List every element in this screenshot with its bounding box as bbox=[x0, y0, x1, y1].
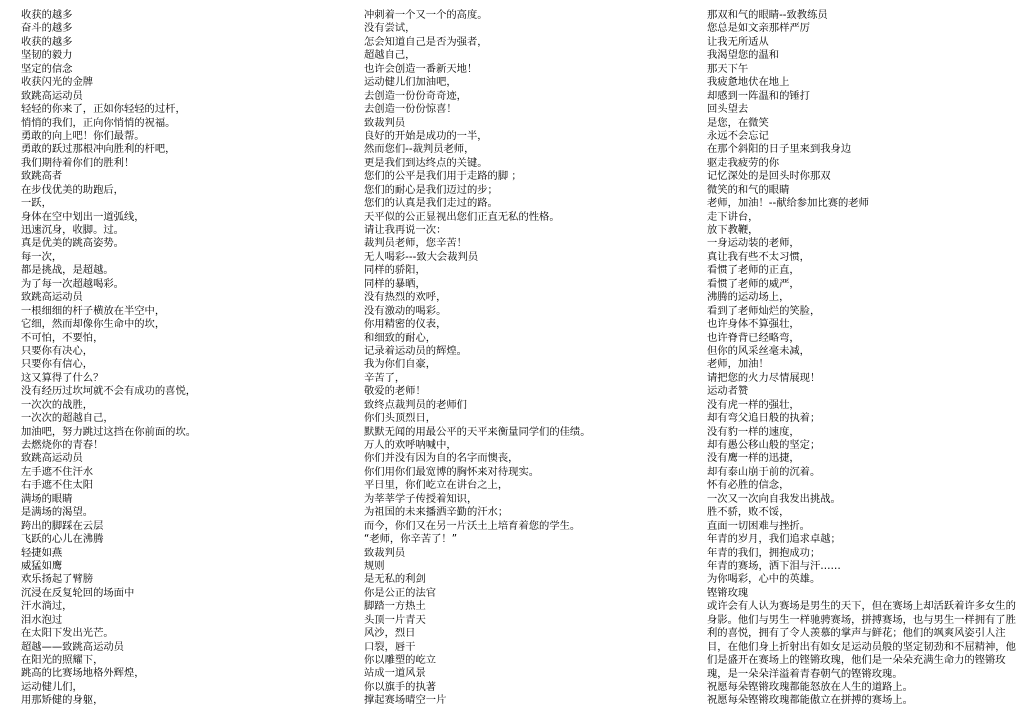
text-line: 驱走我疲劳的你 bbox=[707, 156, 780, 169]
text-line: 我们期待着你们的胜利！ bbox=[21, 156, 135, 169]
text-line: 脚踏一方热土 bbox=[364, 600, 426, 613]
text-line: 我疲惫地伏在地上 bbox=[707, 76, 790, 89]
text-line: 裁判员老师，您辛苦！ bbox=[364, 237, 467, 250]
text-line: 汗水淌过， bbox=[21, 600, 73, 613]
text-line: 没有经历过坎坷就不会有成功的喜悦， bbox=[21, 385, 197, 398]
text-line: 轻轻的你来了，正如你轻轻的过杆， bbox=[21, 103, 186, 116]
text-line: 收获的越多 bbox=[21, 35, 73, 48]
text-line: 没有虎一样的强壮， bbox=[707, 398, 800, 411]
text-line: 悄悄的我们，正向你悄悄的祝福。 bbox=[21, 116, 176, 129]
text-line: 或许会有人认为赛场是男生的天下，但在赛场上却活跃着许多女生的身影。他们与男生一样驰骋赛场，拼搏赛场，也与男生一样拥有了胜利的喜悦，拥有了令人羡慕的掌声与鲜花；他们的飒爽风姿引人注目，在他们身上折射出有如女足运动员般的坚定韧劲和不屈精神，他们是盛开在赛场上的铿锵玫瑰，他们是一朵朵充满生命力的铿锵玫瑰，是一朵朵洋溢着青春朝气的铿锵玫瑰。 bbox=[707, 600, 1016, 680]
text-line: 年青的我们，拥抱成功； bbox=[707, 546, 821, 559]
text-column-left bbox=[21, 9, 351, 708]
text-line: 一根细细的杆子横放在半空中， bbox=[21, 304, 166, 317]
text-column-right bbox=[707, 9, 1024, 708]
text-line: 请让我再说一次： bbox=[364, 224, 447, 236]
text-line: 你是公正的法官 bbox=[364, 586, 437, 599]
text-line: 没有鹰一样的迅捷， bbox=[707, 452, 800, 465]
text-line: 加油吧，努力跳过这挡在你前面的坎。 bbox=[21, 425, 197, 438]
text-line: 却有愚公移山般的坚定； bbox=[707, 439, 821, 451]
text-line: 放下教鞭， bbox=[707, 224, 759, 236]
text-line: 为你喝彩，心中的英雄。 bbox=[707, 573, 821, 586]
text-line: 和细致的耐心， bbox=[364, 331, 437, 344]
text-line: 微笑的和气的眼睛 bbox=[707, 183, 790, 196]
text-line: 那天下午 bbox=[707, 62, 749, 75]
text-line: 在那个斜阳的日子里来到我身边 bbox=[707, 143, 852, 156]
text-line: 胜不骄，败不馁， bbox=[707, 506, 790, 519]
text-line: 您们的耐心是我们迈过的步； bbox=[364, 183, 498, 196]
text-line: 没有豹一样的速度， bbox=[707, 425, 800, 438]
text-line: 老师，加油！ bbox=[707, 358, 769, 371]
text-line: 没有尝试， bbox=[364, 22, 416, 35]
text-line: 致跳高运动员 bbox=[21, 452, 83, 465]
text-line: 只要你有信心， bbox=[21, 358, 94, 371]
text-line: 头顶一片青天 bbox=[364, 613, 426, 626]
text-line: 是满场的渴望。 bbox=[21, 506, 94, 519]
text-line: 欢乐扬起了臂膀 bbox=[21, 573, 94, 586]
text-line: 去创造一份份奇奇迹， bbox=[364, 89, 467, 102]
text-line: 你们头顶烈日， bbox=[364, 412, 437, 425]
text-line: 记忆深处的是回头时你那双 bbox=[707, 170, 831, 183]
text-column-middle bbox=[364, 9, 699, 708]
text-line: 用那矫健的身躯， bbox=[21, 694, 104, 707]
text-line: 一次次的超越自己， bbox=[21, 412, 114, 425]
text-line: 在阳光的照耀下， bbox=[21, 654, 104, 666]
text-line: 走下讲台， bbox=[707, 210, 759, 223]
text-line: 默默无闻的用最公平的天平来衡量同学们的佳绩。 bbox=[364, 425, 591, 438]
text-line: 看到了老师灿烂的笑脸， bbox=[707, 304, 821, 317]
text-line: 轻捷如燕 bbox=[21, 546, 63, 559]
text-line: 运动健儿们， bbox=[21, 680, 83, 693]
text-line: 记录着运动员的辉煌。 bbox=[364, 344, 467, 357]
text-line: 为莘莘学子传授着知识， bbox=[364, 492, 478, 505]
text-line: 不可怕，不要怕， bbox=[21, 331, 104, 344]
text-line: 致终点裁判员的老师们 bbox=[364, 398, 467, 411]
text-line: 你用精密的仪表， bbox=[364, 318, 447, 331]
text-line: 口裂，唇干 bbox=[364, 640, 416, 653]
text-line: 你以旗手的执著 bbox=[364, 680, 437, 693]
text-line: 为了每一次超越喝彩。 bbox=[21, 277, 124, 290]
text-line: 运动健儿们加油吧， bbox=[364, 76, 457, 89]
text-line: 我渴望您的温和 bbox=[707, 49, 780, 62]
text-line: 是无私的利剑 bbox=[364, 573, 426, 586]
text-line: 回头望去 bbox=[707, 103, 749, 116]
text-line: 在太阳下发出光芒。 bbox=[21, 627, 114, 640]
text-line: 却感到一阵温和的锤打 bbox=[707, 89, 810, 102]
text-line: 去燃烧你的青春！ bbox=[21, 439, 104, 451]
text-line: 在步伐优美的助跑后， bbox=[21, 183, 124, 196]
text-line: 怀有必胜的信念， bbox=[707, 479, 790, 492]
text-line: 但你的风采丝毫未减， bbox=[707, 344, 810, 357]
text-line: 年青的赛场，洒下泪与汗…… bbox=[707, 559, 841, 572]
text-line: 然而您们--裁判员老师， bbox=[364, 143, 475, 156]
text-line: 没有热烈的欢呼， bbox=[364, 291, 447, 304]
text-line: 致跳高者 bbox=[21, 170, 63, 183]
text-line: 辛苦了， bbox=[364, 371, 406, 384]
text-line: “老师，你辛苦了！” bbox=[364, 533, 458, 546]
text-line: 去创造一份份惊喜！ bbox=[364, 103, 457, 116]
text-line: 冲刺着一个又一个的高度。 bbox=[364, 9, 488, 21]
text-line: 直面一切困难与挫折。 bbox=[707, 519, 810, 532]
text-line: 这又算得了什么？ bbox=[21, 371, 104, 384]
text-line: 跳高的比赛场地格外辉煌， bbox=[21, 667, 145, 680]
text-line: 是您，在微笑 bbox=[707, 116, 769, 129]
text-line: 你们用你们最宽博的胸怀来对待现实。 bbox=[364, 465, 540, 478]
text-line: 万人的欢呼呐喊中， bbox=[364, 439, 457, 451]
text-line: 沉浸在反复轮回的场面中 bbox=[21, 586, 135, 599]
text-line: 良好的开始是成功的一半， bbox=[364, 129, 488, 142]
text-line: 奋斗的越多 bbox=[21, 22, 73, 35]
text-line: 您总是如文亲那样严厉 bbox=[707, 22, 810, 35]
text-line: 致跳高运动员 bbox=[21, 89, 83, 102]
text-line: 身体在空中划出一道弧线， bbox=[21, 210, 145, 223]
text-line: 敬爱的老师！ bbox=[364, 385, 426, 398]
text-line: 超越——致跳高运动员 bbox=[21, 640, 124, 653]
text-line: 威猛如鹰 bbox=[21, 559, 63, 572]
text-line: 为祖国的未来播洒辛勤的汗水； bbox=[364, 506, 509, 519]
text-line: 祝愿每朵铿锵玫瑰都能怒放在人生的道路上。 bbox=[707, 680, 913, 693]
text-line: 更是我们到达终点的关键。 bbox=[364, 156, 488, 169]
text-line: 却有弯父追日般的执着； bbox=[707, 412, 821, 425]
text-line: 你以雕塑的屹立 bbox=[364, 654, 437, 666]
text-line: 看惯了老师的正直， bbox=[707, 264, 800, 277]
text-line: 沸腾的运动场上， bbox=[707, 291, 790, 304]
text-line: 您们的公平是我们用于走路的脚 ； bbox=[364, 170, 522, 183]
text-line: 每一次， bbox=[21, 250, 63, 263]
text-line: 也许身体不算强壮， bbox=[707, 318, 800, 331]
text-line: 泪水泡过 bbox=[21, 613, 63, 626]
text-line: 让我无所适从 bbox=[707, 35, 769, 48]
text-line: 却有泰山崩于前的沉着。 bbox=[707, 465, 821, 478]
text-line: 右手遮不住太阳 bbox=[21, 479, 94, 492]
text-line: 祝愿每朵铿锵玫瑰都能傲立在拼搏的赛场上。 bbox=[707, 694, 913, 707]
text-line: 而今，你们又在另一片沃土上培育着您的学生。 bbox=[364, 519, 581, 532]
text-line: 收获闪光的金牌 bbox=[21, 76, 94, 89]
text-line: 撑起赛场晴空一片 bbox=[364, 694, 447, 707]
text-line: 平日里，你们屹立在讲台之上， bbox=[364, 479, 509, 492]
text-line: 坚定的信念 bbox=[21, 62, 73, 75]
text-line: 勇敢的向上吧！你们最帮。 bbox=[21, 129, 145, 142]
text-line: 铿锵玫瑰 bbox=[707, 586, 749, 599]
text-line: 都是挑战，是超越。 bbox=[21, 264, 114, 277]
text-line: 满场的眼睛 bbox=[21, 492, 73, 505]
text-line: 左手遮不住汗水 bbox=[21, 465, 94, 478]
text-line: 一跃， bbox=[21, 197, 52, 210]
text-line: 坚韧的毅力 bbox=[21, 49, 73, 62]
text-line: 老师，加油！--献给参加比赛的老师 bbox=[707, 197, 869, 210]
text-line: 它细，然而却像你生命中的坎， bbox=[21, 318, 166, 331]
text-line: 致跳高运动员 bbox=[21, 291, 83, 304]
text-line: 一次次的战胜， bbox=[21, 398, 94, 411]
text-line: 我为你们自豪， bbox=[364, 358, 437, 371]
text-line: 致裁判员 bbox=[364, 116, 406, 129]
text-line: 超越自己， bbox=[364, 49, 416, 62]
text-line: 年青的岁月，我们追求卓越； bbox=[707, 533, 841, 546]
text-line: 跨出的脚踩在云层 bbox=[21, 519, 104, 532]
text-line: 收获的越多 bbox=[21, 9, 73, 21]
text-line: 那双和气的眼睛--致教练员 bbox=[707, 9, 828, 21]
text-line: 勇敢的跃过那根冲向胜利的杆吧， bbox=[21, 143, 176, 156]
text-line: 一次又一次向自我发出挑战。 bbox=[707, 492, 841, 505]
text-line: 站成一道风景 bbox=[364, 667, 426, 680]
text-line: 规则 bbox=[364, 559, 385, 572]
text-line: 怎会知道自己是否为强者， bbox=[364, 35, 488, 48]
text-line: 运动者赞 bbox=[707, 385, 749, 398]
text-line: 天平似的公正显视出您们正直无私的性格。 bbox=[364, 210, 560, 223]
text-line: 您们的认真是我们走过的路。 bbox=[364, 197, 498, 210]
text-line: 致裁判员 bbox=[364, 546, 406, 559]
text-line: 请把您的火力尽情展现！ bbox=[707, 371, 821, 384]
text-line: 只要你有决心， bbox=[21, 344, 94, 357]
text-line: 一身运动装的老师， bbox=[707, 237, 800, 250]
text-line: 也许会创造一番新天地！ bbox=[364, 62, 478, 75]
text-line: 风沙，烈日 bbox=[364, 627, 416, 640]
text-line: 你们并没有因为自的名字而懊丧， bbox=[364, 452, 519, 465]
text-line: 真让我有些不太习惯， bbox=[707, 250, 810, 263]
text-line: 永远不会忘记 bbox=[707, 129, 769, 142]
text-line: 也许脊背已经略弯， bbox=[707, 331, 800, 344]
text-line: 迅速沉身，收脚。过。 bbox=[21, 224, 124, 236]
text-line: 同样的暴晒， bbox=[364, 277, 426, 290]
text-line: 无人喝彩---致大会裁判员 bbox=[364, 250, 479, 263]
text-line: 真是优美的跳高姿势。 bbox=[21, 237, 124, 250]
text-line: 看惯了老师的威严， bbox=[707, 277, 800, 290]
text-line: 同样的骄阳， bbox=[364, 264, 426, 277]
text-line: 没有激动的喝彩。 bbox=[364, 304, 447, 317]
text-line: 飞跃的心儿在沸腾 bbox=[21, 533, 104, 546]
